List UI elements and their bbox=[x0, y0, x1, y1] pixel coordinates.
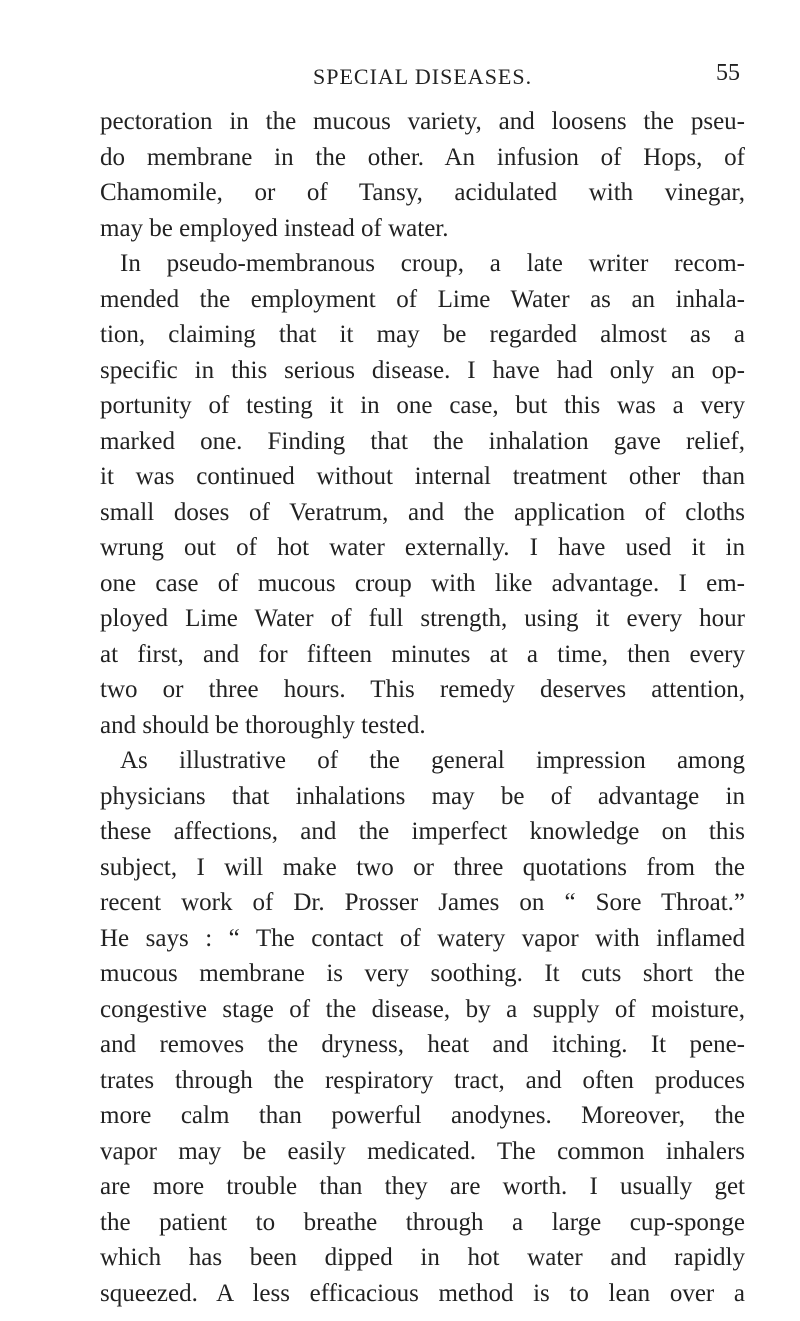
running-head bbox=[100, 58, 740, 92]
text-line: trates through the respiratory tract, and often produces bbox=[100, 1066, 745, 1094]
text-line: one case of mucous croup with like advantage. I em- bbox=[100, 569, 745, 597]
text-line: at first, and for fifteen minutes at a time, then every bbox=[100, 640, 745, 668]
text-line: which has been dipped in hot water and rapidly bbox=[100, 1244, 745, 1271]
text-line: are more trouble than they are worth. I usually get bbox=[100, 1173, 745, 1200]
text-line: As illustrative of the general impression among bbox=[120, 747, 745, 774]
page-number: 55 bbox=[716, 60, 740, 86]
text-line: more calm than powerful anodynes. Moreover, the bbox=[100, 1102, 745, 1129]
text-line: the patient to breathe through a large cup-sponge bbox=[100, 1208, 745, 1236]
text-line: ployed Lime Water of full strength, using it every hour bbox=[100, 605, 745, 632]
text-line: do membrane in the other. An infusion of Hops, of bbox=[100, 143, 745, 171]
text-line: wrung out of hot water externally. I have used it in bbox=[100, 534, 745, 561]
text-line: portunity of testing it in one case, but this was a very bbox=[100, 392, 745, 419]
text-line: congestive stage of the disease, by a supply of moisture, bbox=[100, 995, 745, 1023]
text-line: small doses of Veratrum, and the application of cloths bbox=[100, 498, 745, 526]
text-line: and removes the dryness, heat and itching. It pene- bbox=[100, 1031, 745, 1058]
text-line: two or three hours. This remedy deserves attention, bbox=[100, 676, 745, 703]
text-line: vapor may be easily medicated. The common inhalers bbox=[100, 1137, 745, 1165]
text-line: subject, I will make two or three quotations from the bbox=[100, 853, 745, 881]
text-line: In pseudo-membranous croup, a late writer recom- bbox=[120, 250, 745, 277]
text-line: squeezed. A less efficacious method is to lean over a bbox=[100, 1279, 745, 1307]
text-line: mucous membrane is very soothing. It cuts short the bbox=[100, 960, 745, 987]
text-line: recent work of Dr. Prosser James on “ Sore Throat.” bbox=[100, 889, 745, 916]
body-text bbox=[100, 104, 745, 1311]
text-line: and should be thoroughly tested. bbox=[100, 711, 426, 739]
text-line: mended the employment of Lime Water as an inhala- bbox=[100, 285, 745, 313]
text-line: it was continued without internal treatment other than bbox=[100, 463, 745, 490]
text-line: marked one. Finding that the inhalation gave relief, bbox=[100, 427, 745, 455]
text-line: physicians that inhalations may be of advantage in bbox=[100, 782, 745, 810]
text-line: tion, claiming that it may be regarded almost as a bbox=[100, 321, 745, 348]
text-line: may be employed instead of water. bbox=[100, 214, 449, 242]
text-line: He says : “ The contact of watery vapor with inflamed bbox=[100, 924, 745, 952]
running-head-title: SPECIAL DISEASES. bbox=[313, 64, 533, 89]
text-line: pectoration in the mucous variety, and loosens the pseu- bbox=[100, 108, 745, 135]
text-line: these affections, and the imperfect knowledge on this bbox=[100, 818, 745, 845]
text-line: Chamomile, or of Tansy, acidulated with vinegar, bbox=[100, 179, 745, 206]
text-line: specific in this serious disease. I have had only an op- bbox=[100, 356, 745, 384]
